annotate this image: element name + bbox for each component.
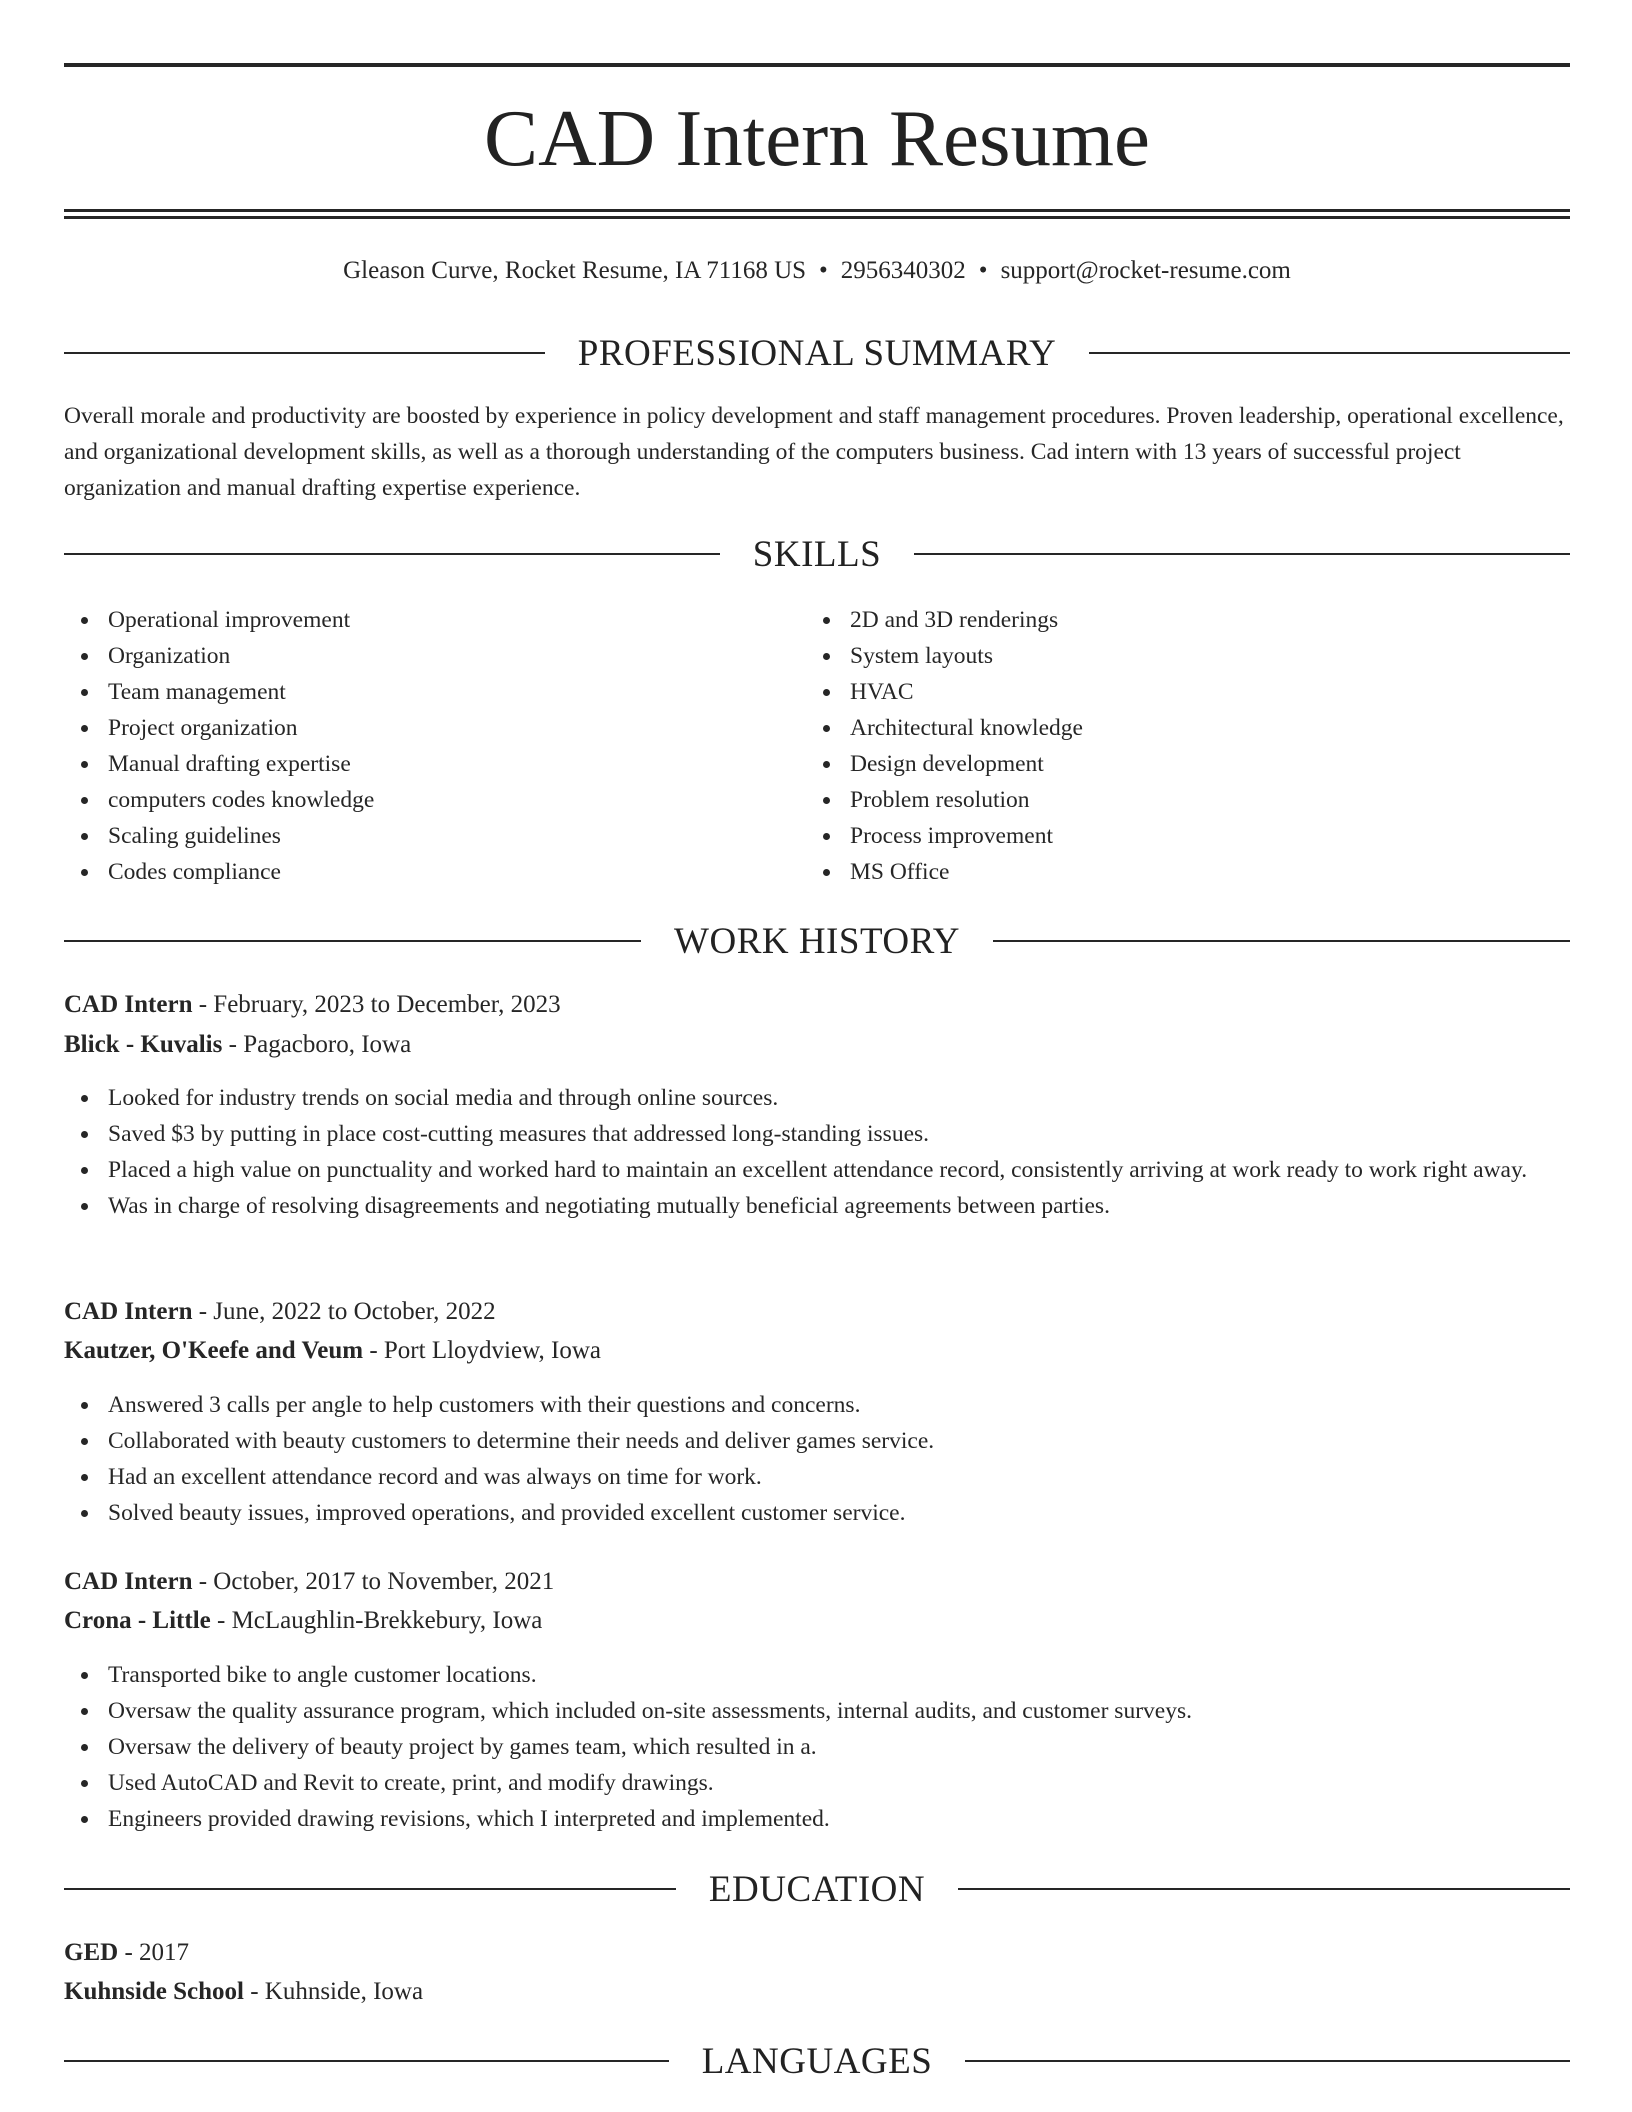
skill-item: Manual drafting expertise [64,746,764,782]
skill-item: Codes compliance [64,854,764,890]
education-section-heading [64,1866,1570,1912]
heading-rule-right [993,940,1570,942]
skill-item: Organization [64,638,764,674]
heading-rule-left [64,352,545,354]
contact-separator: • [978,257,988,284]
job-bullets [64,1657,1570,1837]
job-bullet: Saved $3 by putting in place cost-cutting measures that addressed long-standing issues. [64,1116,1570,1152]
job-bullet: Oversaw the quality assurance program, which included on-site assessments, internal audits, and customer surveys. [64,1693,1570,1729]
skill-item: Process improvement [806,818,1506,854]
resume-title: CAD Intern Resume [484,93,1150,183]
job-location: Port Lloydview, Iowa [383,1337,601,1364]
summary-section-heading [64,330,1570,376]
header-bottom-rule-second [64,216,1570,219]
dash: - [363,1337,384,1364]
job-company-line [64,1334,601,1368]
job-location: McLaughlin-Brekkebury, Iowa [231,1607,543,1634]
dash: - [192,1298,214,1325]
education-degree-line [64,1936,189,1970]
job-bullet: Solved beauty issues, improved operations, and provided excellent customer service. [64,1495,1570,1531]
header-top-rule [64,63,1570,67]
skill-item: computers codes knowledge [64,782,764,818]
heading-rule-right [914,553,1570,555]
header-bottom-rule [64,209,1570,212]
skills-section-heading [64,531,1570,577]
summary-heading-label: PROFESSIONAL SUMMARY [577,332,1057,374]
job-company: Crona - Little [64,1607,211,1634]
job-bullets [64,1387,1570,1531]
job-bullet: Looked for industry trends on social media and through online sources. [64,1080,1570,1116]
job-bullets [64,1080,1570,1224]
languages-heading-label: LANGUAGES [701,2040,933,2082]
contact-address: Gleason Curve, Rocket Resume, IA 71168 US [343,257,807,284]
job-bullet: Collaborated with beauty customers to determine their needs and deliver games service. [64,1423,1570,1459]
contact-line [64,254,1570,288]
dash: - [118,1939,140,1966]
summary-text: Overall morale and productivity are boosted by experience in policy development and staff management procedures. Proven leadership, operational excellence, and organizational development skills, as well as a thorough understanding of the computers business. Cad intern with 13 years of successful project organization and manual drafting expertise experience. [64,403,1564,501]
job-dates: February, 2023 to December, 2023 [213,991,561,1018]
education-school-line [64,1975,423,2009]
job-bullet: Engineers provided drawing revisions, which I interpreted and implemented. [64,1801,1570,1837]
dash: - [210,1607,232,1634]
skill-item: MS Office [806,854,1506,890]
education-location: Kuhnside, Iowa [264,1978,424,2005]
job-company: Kautzer, O'Keefe and Veum [64,1337,364,1364]
education-heading-label: EDUCATION [708,1868,926,1910]
education-school: Kuhnside School [64,1978,244,2005]
job-title-line [64,988,561,1022]
job-title-line [64,1565,554,1599]
work-section-heading [64,918,1570,964]
job-dates: October, 2017 to November, 2021 [213,1568,555,1595]
job-bullet: Transported bike to angle customer locations. [64,1657,1570,1693]
job-bullet: Placed a high value on punctuality and worked hard to maintain an excellent attendance record, consistently arriving at work ready to work right away. [64,1152,1570,1188]
heading-rule-left [64,1888,676,1890]
job-bullet: Was in charge of resolving disagreements and negotiating mutually beneficial agreements between parties. [64,1188,1570,1224]
skill-item: Project organization [64,710,764,746]
skill-item: 2D and 3D renderings [806,602,1506,638]
dash: - [192,991,214,1018]
job-location: Pagacboro, Iowa [243,1031,412,1058]
skill-item: HVAC [806,674,1506,710]
skill-item: System layouts [806,638,1506,674]
heading-rule-left [64,940,641,942]
contact-phone: 2956340302 [840,257,966,284]
job-bullet: Had an excellent attendance record and was always on time for work. [64,1459,1570,1495]
job-title-line [64,1295,496,1329]
dash: - [243,1978,265,2005]
job-dates: June, 2022 to October, 2022 [213,1298,496,1325]
education-year: 2017 [139,1939,190,1966]
skills-list-left [64,602,764,890]
skills-list-right [806,602,1506,890]
heading-rule-left [64,553,720,555]
job-company-line [64,1604,542,1638]
contact-separator: • [819,257,828,284]
skill-item: Design development [806,746,1506,782]
job-company-line [64,1028,411,1062]
dash: - [222,1031,244,1058]
job-title: CAD Intern [64,1568,193,1595]
job-bullet: Oversaw the delivery of beauty project by games team, which resulted in a. [64,1729,1570,1765]
heading-rule-right [1089,352,1570,354]
heading-rule-left [64,2060,669,2062]
contact-email: support@rocket-resume.com [1000,257,1291,284]
job-bullet: Answered 3 calls per angle to help customers with their questions and concerns. [64,1387,1570,1423]
work-heading-label: WORK HISTORY [674,920,960,962]
education-degree: GED [64,1939,119,1966]
job-title: CAD Intern [64,991,193,1018]
skill-item: Operational improvement [64,602,764,638]
skills-heading-label: SKILLS [752,533,882,575]
job-title: CAD Intern [64,1298,193,1325]
dash: - [192,1568,214,1595]
languages-section-heading [64,2038,1570,2084]
heading-rule-right [958,1888,1570,1890]
job-company: Blick - Kuvalis [64,1031,223,1058]
skill-item: Problem resolution [806,782,1506,818]
skill-item: Scaling guidelines [64,818,764,854]
skill-item: Team management [64,674,764,710]
heading-rule-right [965,2060,1570,2062]
skill-item: Architectural knowledge [806,710,1506,746]
job-bullet: Used AutoCAD and Revit to create, print, and modify drawings. [64,1765,1570,1801]
